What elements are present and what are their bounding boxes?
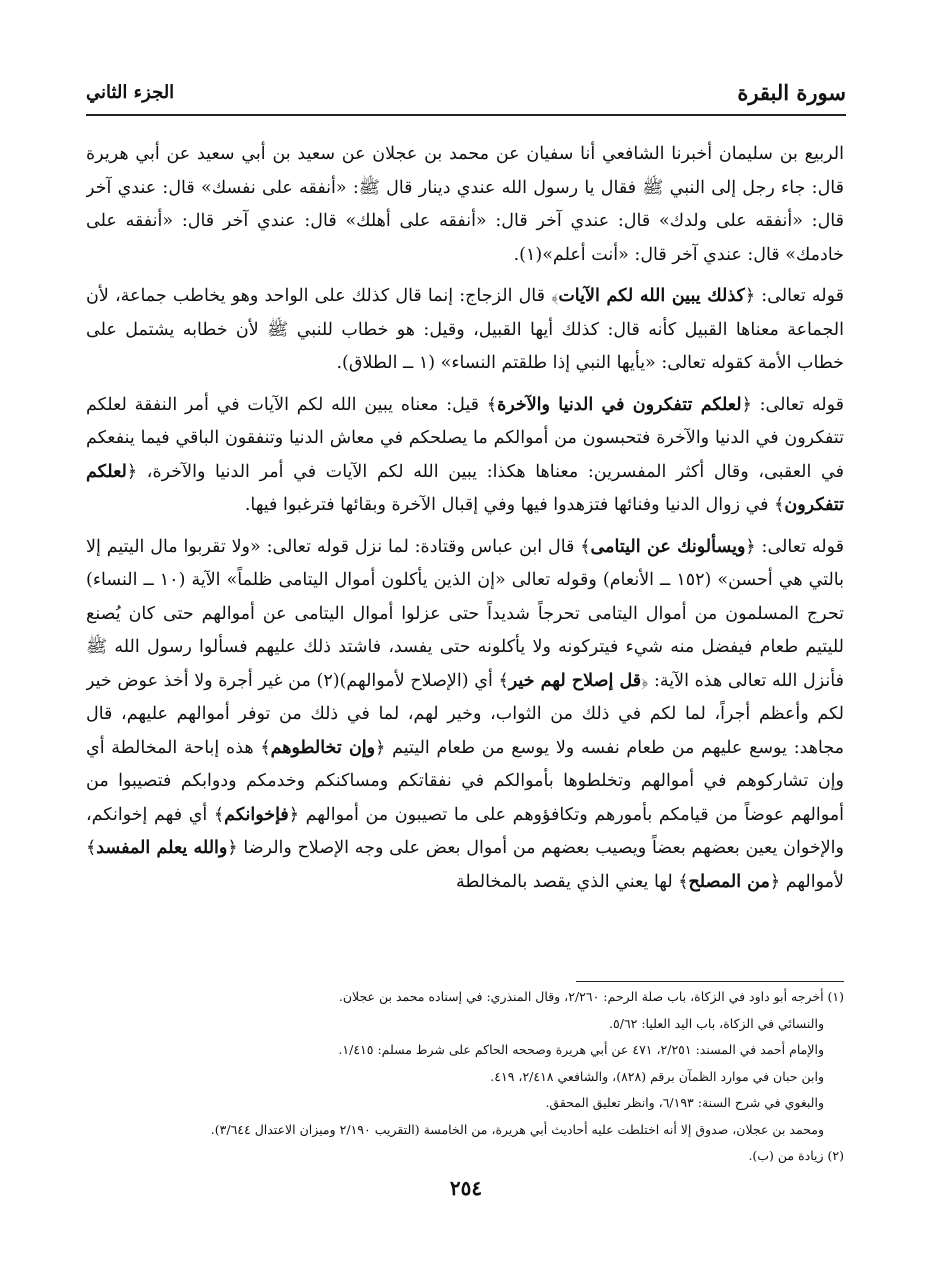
verse-quote: لعلكم تتفكرون في الدنيا والآخرة [497, 394, 742, 415]
running-header [86, 76, 846, 110]
footnote-2: (٢) زيادة من (ب). [748, 1148, 844, 1163]
paragraph-yatama: قوله تعالى: ﴿ويسألونك عن اليتامى﴾ قال ابن عباس وقتادة: لما نزل قوله تعالى: «ولا تقربوا مال اليتيم إلا بالتي هي أحسن» (١٥٢ ــ الأنعام) وقوله تعالى «إن الذين يأكلون أموال اليتامى ظلماً» الآية (١٠ ــ النساء) تحرج المسلمون من أموال اليتامى تحرجاً شديداً حتى عزلوا أموال اليتامى عن أموالهم حتى كان يُصنع لليتيم طعام فيفضل منه شيء فيتركونه ولا يأكلونه حتى يفسد، فاشتد ذلك عليهم فسألوا رسول الله ﷺ فأنزل الله تعالى هذه الآية: ﴿قل إصلاح لهم خير﴾ أي (الإصلاح لأموالهم)(٢) من غير أجرة ولا أخذ عوض خير لكم وأعظم أجراً، لما لكم في ذلك من الثواب، وخير لهم، لما في ذلك من توفر أموالهم عليهم، قال مجاهد: يوسع عليهم من طعام نفسه ولا يوسع من طعام اليتيم ﴿وإن تخالطوهم﴾ هذه إباحة المخالطة أي وإن تشاركوهم في أموالهم وتخلطوها بأموالكم في نفقاتكم ومساكنكم وخدمكم ودوابكم فتصيبوا من أموالهم عوضاً من قيامكم بأمورهم وتكافؤوهم على ما تصيبون من أموالهم ﴿فإخوانكم﴾ أي فهم إخوانكم، والإخوان يعين بعضهم بعضاً ويصيب بعضهم من أموال بعض على وجه الإصلاح والرضا ﴿والله يعلم المفسد﴾ لأموالهم ﴿من المصلح﴾ لها يعني الذي يقصد بالمخالطة [86, 536, 844, 892]
header-divider [86, 114, 846, 116]
verse-quote: ويسألونك عن اليتامى [590, 536, 746, 557]
footnote-1-line: والإمام أحمد في المسند: ٢/٢٥١، ٤٧١ عن أبي هريرة وصححه الحاكم على شرط مسلم: ١/٤١٥. [338, 1042, 824, 1057]
footnote-1-line: وابن حبان في موارد الظمآن برقم (٨٢٨)، والشافعي ٢/٤١٨، ٤١٩. [490, 1068, 824, 1084]
verse-quote: والله يعلم المفسد [96, 838, 228, 858]
footnote-1-line: والبغوي في شرح السنة: ٦/١٩٣، وانظر تعليق المحقق. [545, 1095, 824, 1110]
paragraph-hadith [86, 138, 844, 272]
footnote-1-line: ومحمد بن عجلان، صدوق إلا أنه اختلطت عليه أحاديث أبي هريرة، من الخامسة (التقريب ٢/١٩٠ وميزان الاعتدال ٣/٦٤٤). [210, 1121, 824, 1137]
footnote-divider [576, 981, 844, 982]
footnote-1-line: والنسائي في الزكاة، باب اليد العليا: ٥/٦٢. [609, 1015, 824, 1031]
paragraph-tafakkur: قوله تعالى: ﴿لعلكم تتفكرون في الدنيا والآخرة﴾ قيل: معناه يبين الله لكم الآيات في أمر النفقة لعلكم تتفكرون في الدنيا والآخرة فتحبسون من أموالكم ما يصلحكم في معاش الدنيا وتنفقون الباقي فيما ينفعكم في العقبى، وقال أكثر المفسرين: معناها هكذا: يبين الله لكم الآيات في أمر الدنيا والآخرة، ﴿لعلكم تتفكرون﴾ في زوال الدنيا وفنائها فتزهدوا فيها وفي إقبال الآخرة وبقائها فترغبوا فيها. [86, 394, 844, 515]
verse-quote: من المصلح [688, 871, 770, 892]
verse-quote: قل إصلاح لهم خير [508, 670, 642, 691]
footnotes [86, 984, 844, 1170]
verse-quote: فإخوانكم [224, 804, 289, 825]
footnote-1: (١) أخرجه أبو داود في الزكاة، باب صلة الرحم: ٢/٢٦٠، وقال المنذري: في إسناده محمد بن عجلان. [338, 989, 844, 1004]
main-text [86, 138, 844, 966]
paragraph-kadhalika: قوله تعالى: ﴿كذلك يبين الله لكم الآيات﴾ قال الزجاج: إنما قال كذلك على الواحد وهو يخاطب جماعة، لأن الجماعة معناها القبيل كأنه قال: كذلك أيها القبيل، وقيل: هو خطاب للنبي ﷺ لأن خطابه يشتمل على خطاب الأمة كقوله تعالى: «يأيها النبي إذا طلقتم النساء» (١ ــ الطلاق). [86, 286, 844, 373]
page-number: ٢٥٤ [449, 1176, 483, 1200]
hadith-text: الربيع بن سليمان أخبرنا الشافعي أنا سفيان عن محمد بن عجلان عن سعيد بن أبي سعيد عن أبي هريرة قال: جاء رجل إلى النبي ﷺ فقال يا رسول الله عندي دينار قال ﷺ: «أنفقه على نفسك» قال: عندي آخر قال: «أنفقه على ولدك» قال: عندي آخر قال: «أنفقه على أهلك» قال: عندي آخر قال: «أنفقه على خادمك» قال: عندي آخر قال: «أنت أعلم»(١). [86, 144, 844, 265]
verse-quote: وإن تخالطوهم [270, 737, 376, 758]
verse-quote: كذلك يبين الله لكم الآيات [558, 286, 745, 306]
verse-quote: لعلكم تتفكرون [86, 461, 844, 515]
surah-title: سورة البقرة [737, 80, 846, 105]
volume-label: الجزء الثاني [86, 82, 175, 103]
